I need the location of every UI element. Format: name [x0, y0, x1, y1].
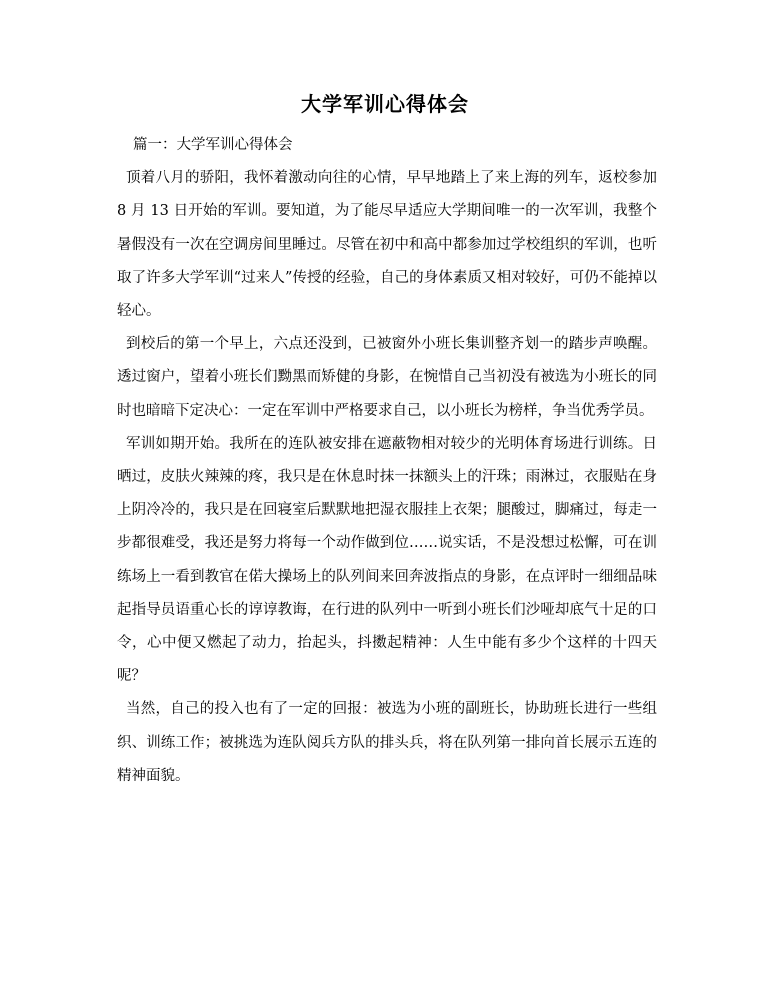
paragraph-1: 顶着八月的骄阳，我怀着激动向往的心情，早早地踏上了来上海的列车，返校参加 8 月 13 日开始的军训。要知道，为了能尽早适应大学期间唯一的一次军训，我整个暑假没有一次在空调房间里睡过。尽管在初中和高中都参加过学校组织的军训，也听取了许多大学军训“过来人”传授的经验，自己的身体素质又相对较好，可仍不能掉以轻心。: [117, 170, 657, 320]
paragraph-4: 当然，自己的投入也有了一定的回报：被选为小班的副班长，协助班长进行一些组织、训练工作；被挑选为连队阅兵方队的排头兵，将在队列第一排向首长展示五连的精神面貌。: [117, 701, 657, 784]
document-title: 大学军训心得体会: [301, 92, 469, 116]
paragraph-2: 到校后的第一个早上，六点还没到，已被窗外小班长集训整齐划一的踏步声唤醒。透过窗户，望着小班长们黝黑而矫健的身影，在惋惜自己当初没有被选为小班长的同时也暗暗下定决心：一定在军训中严格要求自己，以小班长为榜样，争当优秀学员。: [117, 336, 657, 419]
paragraph-3: 军训如期开始。我所在的连队被安排在遮蔽物相对较少的光明体育场进行训练。日晒过，皮肤火辣辣的疼，我只是在休息时抹一抹额头上的汗珠；雨淋过，衣服贴在身上阴冷冷的，我只是在回寝室后默默地把湿衣服挂上衣架；腿酸过，脚痛过，每走一步都很难受，我还是努力将每一个动作做到位……说实话，不是没想过松懈，可在训练场上一看到教官在偌大操场上的队列间来回奔波指点的身影，在点评时一细细品味起指导员语重心长的谆谆教诲，在行进的队列中一听到小班长们沙哑却底气十足的口令，心中便又燃起了动力，抬起头，抖擞起精神：人生中能有多少个这样的十四天呢？: [117, 435, 657, 685]
document-body: [117, 129, 657, 793]
section-heading: 篇一：大学军训心得体会: [133, 137, 293, 153]
